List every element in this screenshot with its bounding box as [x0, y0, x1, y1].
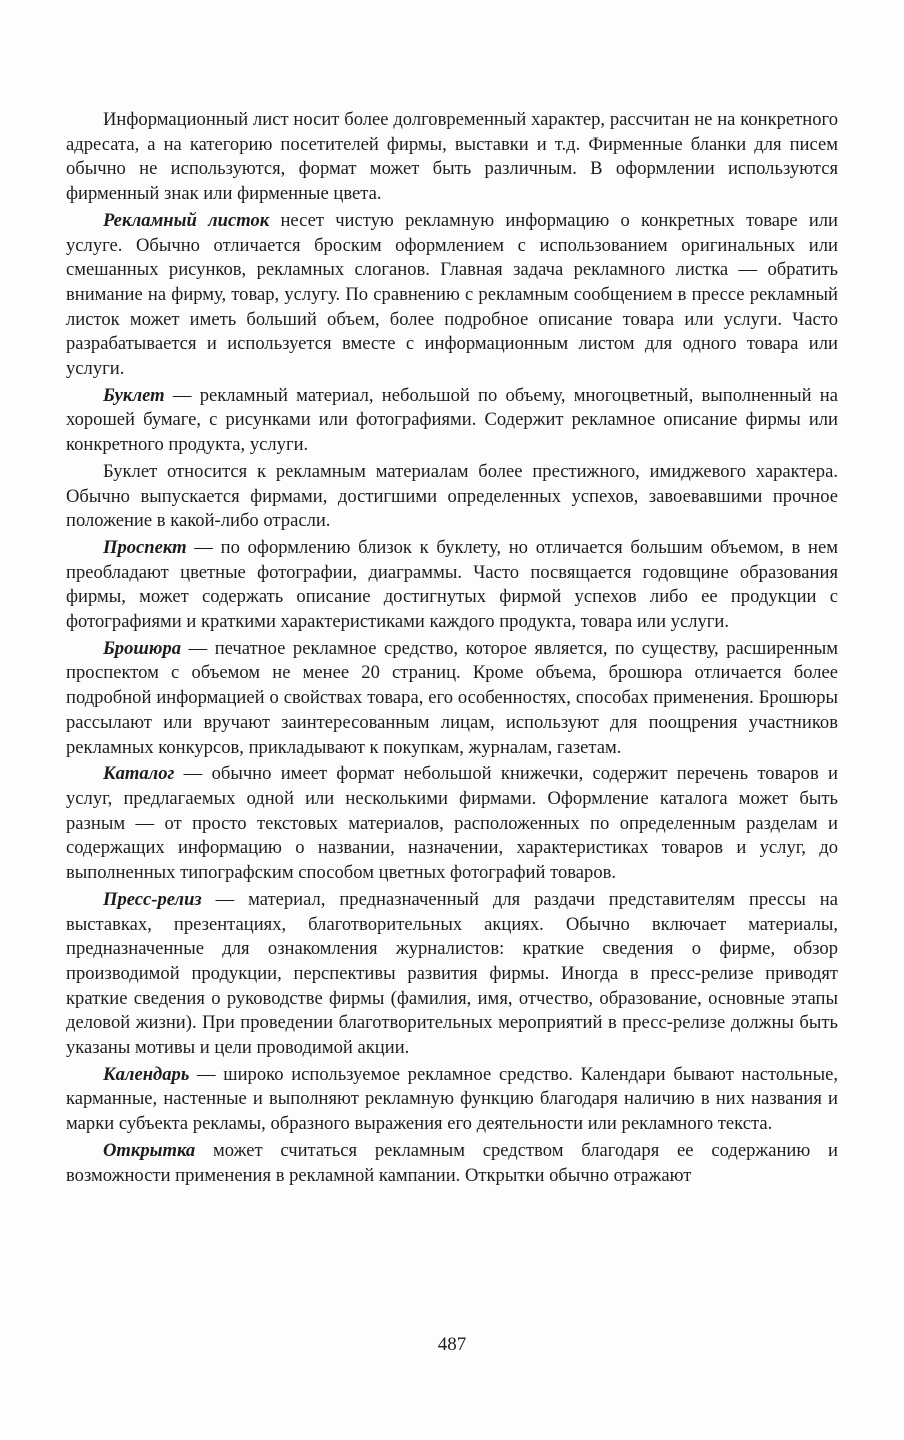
- paragraph-text: несет чистую рекламную информацию о конкретных товаре или услуге. Обычно отличается броским оформлением с использованием оригинальных или смешанных рисунков, рекламных слоганов. Главная задача рекламного листка — обратить внимание на фирму, товар, услугу. По сравнению с рекламным сообщением в прессе рекламный листок может иметь больший объем, более подробное описание товара или услуги. Часто разрабатывается и используется вместе с информационным листом для одного товара или услуги.: [66, 209, 839, 380]
- paragraph-text: — материал, предназначенный для раздачи представителям прессы на выставках, презентациях, благотворительных акциях. Обычно включает материалы, предназначенные для ознакомления журналистов: краткие сведения о фирме, обзор производимой продукции, перспективы развития фирмы. Иногда в пресс-релизе приводят краткие сведения о руководстве фирмы (фамилия, имя, отчество, образование, основные этапы деловой жизни). При проведении благотворительных мероприятий в пресс-релизе должны быть указаны мотивы и цели проводимой акции.: [66, 888, 838, 1059]
- paragraph-text: — широко используемое рекламное средство. Календари бывают настольные, карманные, настенные и выполняют рекламную функцию благодаря наличию в них названия и марки субъекта рекламы, образного выражения его деятельности или рекламного текста.: [66, 1063, 838, 1135]
- paragraph-term: Рекламный листок: [103, 209, 270, 231]
- paragraph-term: Каталог: [103, 763, 175, 785]
- paragraph-term: Открытка: [103, 1139, 196, 1161]
- paragraph-text: Информационный лист носит более долговременный характер, рассчитан не на конкретного адресата, а на категорию посетителей фирмы, выставки и т.д. Фирменные бланки для писем обычно не используются, формат может быть различным. В оформлении используются фирменный знак или фирменные цвета.: [66, 109, 838, 205]
- page-number: 487: [437, 1334, 467, 1355]
- paragraph-term: Пресс-релиз: [103, 888, 202, 910]
- paragraph-term: Календарь: [103, 1063, 190, 1085]
- body-text: [66, 108, 838, 1190]
- paragraph-postcard: [66, 1139, 838, 1188]
- paragraph-text: — по оформлению близок к буклету, но отличается большим объемом, в нем преобладают цветные фотографии, диаграммы. Часто посвящается годовщине образования фирмы, может содержать описание достигнутых фирмой успехов либо ее продукции с фотографиями и краткими характеристиками каждого продукта, товара или услуги.: [66, 536, 838, 633]
- paragraph-term: Буклет: [103, 384, 165, 406]
- paragraph-text: — обычно имеет формат небольшой книжечки, содержит перечень товаров и услуг, предлагаемых одной или несколькими фирмами. Оформление каталога может быть разным — от просто текстовых материалов, расположенных по определенным разделам и содержащих информацию о названии, назначении, характеристиках товаров и услуг, до выполненных типографским способом цветных фотографий товаров.: [66, 763, 838, 884]
- paragraph-press-release: [66, 888, 838, 1061]
- paragraph-term: Брошюра: [103, 637, 182, 659]
- paragraph-calendar: [66, 1063, 838, 1137]
- paragraph-term: Проспект: [103, 536, 187, 558]
- paragraph-catalog: [66, 762, 838, 886]
- paragraph-text: Буклет относится к рекламным материалам более престижного, имиджевого характера. Обычно выпускается фирмами, достигшими определенных успехов, завоевавшими прочное положение в какой-либо отрасли.: [66, 460, 838, 532]
- paragraph-information-sheet: [66, 108, 838, 207]
- paragraph-leaflet: [66, 209, 838, 382]
- paragraph-prospectus: [66, 536, 838, 635]
- paragraph-brochure: [66, 637, 838, 761]
- paragraph-text: — рекламный материал, небольшой по объему, многоцветный, выполненный на хорошей бумаге, с рисунками или фотографиями. Содержит рекламное описание фирмы или конкретного продукта, услуги.: [66, 384, 838, 456]
- paragraph-booklet-prestige: [66, 460, 838, 534]
- paragraph-text: может считаться рекламным средством благодаря ее содержанию и возможности применения в рекламной кампании. Открытки обычно отражают: [66, 1139, 838, 1186]
- paragraph-booklet: [66, 384, 838, 458]
- paragraph-text: — печатное рекламное средство, которое является, по существу, расширенным проспектом с объемом не менее 20 страниц. Кроме объема, брошюра отличается более подробной информацией о свойствах товара, его особенностях, способах применения. Брошюры рассылают или вручают заинтересованным лицам, используют для поощрения участников рекламных конкурсов, прикладывают к покупкам, журналам, газетам.: [66, 637, 838, 758]
